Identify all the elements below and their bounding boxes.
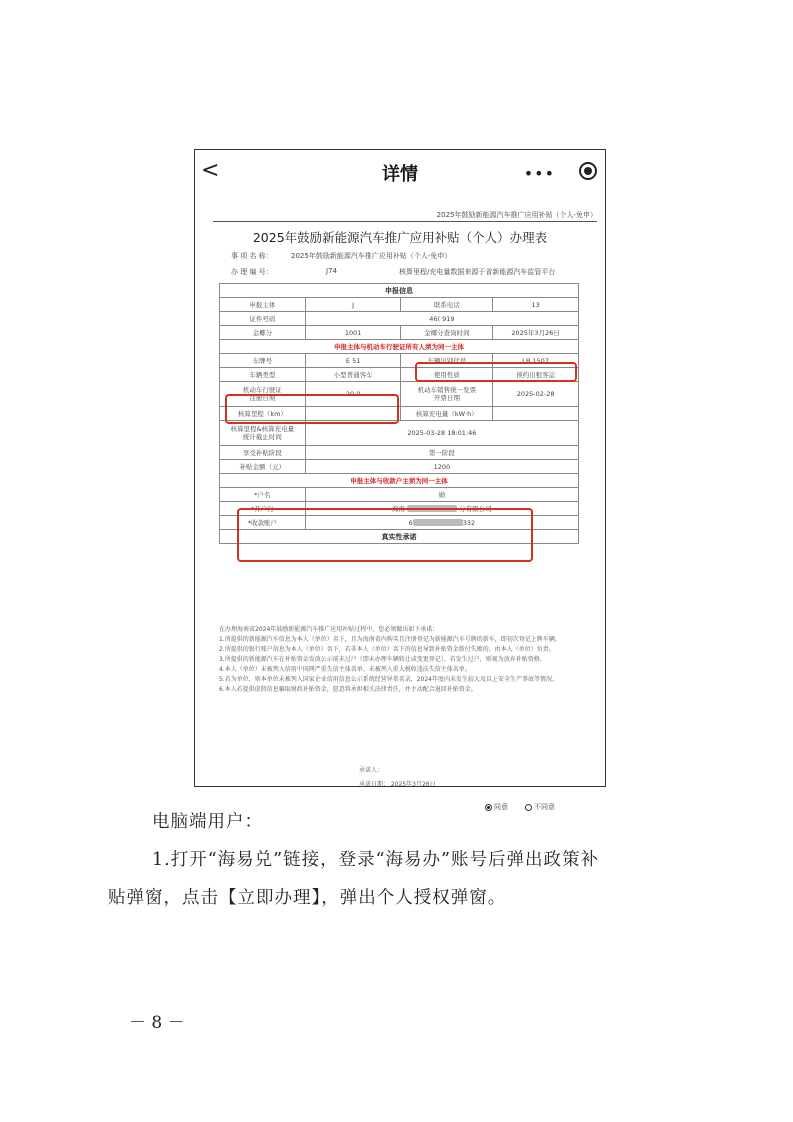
table-row: *收款账户 6 332	[220, 516, 579, 530]
form-title: 2025年鼓励新能源汽车推广应用补贴（个人）办理表	[252, 230, 548, 245]
table-row: 车辆类型 小型普通客车 使用性质 预约出租客运	[220, 368, 579, 382]
meta-number: 办 理 编 号： J74 核算里程/充电量数据来源于省新能源汽车监管平台	[231, 267, 556, 276]
body-line-2: 贴弹窗，点击【立即办理】，弹出个人授权弹窗。	[108, 888, 507, 908]
body-heading: 电脑端用户：	[152, 812, 263, 832]
disagree-radio[interactable]: 不同意	[525, 802, 555, 812]
back-icon[interactable]: <	[201, 158, 220, 183]
highlight-vin	[415, 362, 577, 382]
table-row: *户名 勋	[220, 488, 579, 502]
notice-same-payee: 申报主体与收款户主须为同一主体	[220, 474, 579, 488]
table-row: 核算里程&核算充电量 统计截止时间 2025-03-28 18:01:46	[220, 421, 579, 446]
table-row: 申报主体 J 联系电话 13	[220, 298, 579, 312]
table-row: 核算里程（km） 核算充电量（kW·h）	[220, 407, 579, 421]
section-promise: 真实性承诺	[220, 530, 579, 544]
nav-bar	[195, 150, 605, 194]
table-row: 车牌号 E 51 车辆识别代号 LB 1507	[220, 354, 579, 368]
screenshot-frame	[194, 149, 606, 811]
form-top-line: 2025年鼓励新能源汽车推广应用补贴（个人-免申）	[213, 210, 597, 222]
table-row: 机动车行驶证 注册日期 20 0 机动车销售统一发票 开票日期 2025-02-28	[220, 382, 579, 407]
notice-same-owner: 申报主体与机动车行驶证所有人须为同一主体	[220, 340, 579, 354]
agree-radio[interactable]: 同意	[485, 802, 508, 812]
more-icon[interactable]: •••	[523, 164, 555, 183]
table-row: 金椰分 1001 金椰分查询时间 2025年3月26日	[220, 326, 579, 340]
promise-text: 在办理海南省2024年鼓励新能源汽车推广应用补贴过程中，您必须做出如下承诺： 1.所提供的新能源汽车信息为本人（单位）名下，且为海南省内购买且注册登记为新能源汽车号牌的新车，即初次登记上牌车辆。 2.所提供的银行账户信息为本人（单位）名下，若非本人（单位）名下的信息导致补贴资金拨付失败的，由本人（单位）负责。 3.所提供的新能源汽车在补贴资金发放公示前未过户（即未办理车辆转让或变更登记），若发生过户，则视为放弃补贴资格。 4.本人（单位）未被列入信用中国网严重失信主体名单、未被列入重大税收违法失信主体名单。 5.若为单位，则本单位未被列入国家企业信用信息公示系统经营异常名录，2024年度内未发生较大及以上安全生产事故等情况。 6.本人若提供虚假信息骗取财政补贴资金，愿意将承担相关法律责任，并主动配合退回补贴资金。	[219, 626, 561, 693]
table-row: 补贴金额（元） 1200	[220, 460, 579, 474]
table-row: *开户行 海南 分有限公司	[220, 502, 579, 516]
promiser: 承诺人：	[359, 767, 384, 774]
highlight-reg-date	[225, 394, 399, 424]
body-line-1: 1.打开“海易兑”链接，登录“海易办”账号后弹出政策补	[152, 850, 599, 870]
form-document	[203, 210, 597, 811]
radio-checked-icon	[485, 804, 492, 811]
close-mini-program-icon[interactable]	[579, 162, 597, 180]
highlight-bank-info	[237, 508, 533, 562]
section-apply-info: 申报信息	[220, 284, 579, 298]
page-number: － 8 －	[129, 1013, 185, 1033]
promise-date: 承诺日期： 2025年3月26日	[359, 781, 436, 788]
radio-unchecked-icon	[525, 804, 532, 811]
meta-item: 事 项 名 称： 2025年鼓励新能源汽车推广应用补贴（个人-免申）	[231, 252, 452, 260]
table-row: 享受补贴阶段 第一阶段	[220, 446, 579, 460]
nav-title: 详情	[382, 164, 418, 185]
table-row: 证件号码 46( 919	[220, 312, 579, 326]
